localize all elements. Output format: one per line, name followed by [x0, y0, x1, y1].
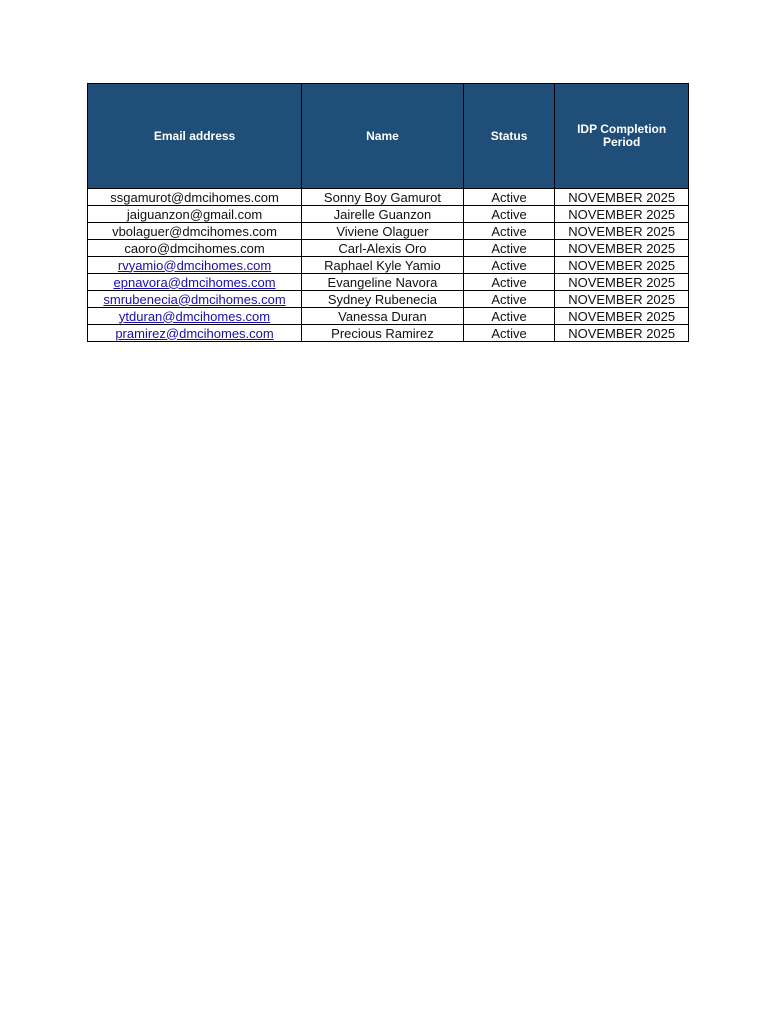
table-row [88, 325, 689, 342]
name-cell[interactable]: Sonny Boy Gamurot [302, 189, 464, 206]
name-cell[interactable]: Viviene Olaguer [302, 223, 464, 240]
header-email: Email address [88, 84, 302, 189]
table-row [88, 223, 689, 240]
email-cell [88, 308, 302, 325]
status-cell[interactable]: Active [463, 308, 554, 325]
header-status: Status [463, 84, 554, 189]
idp-completion-period-cell[interactable]: NOVEMBER 2025 [555, 308, 689, 325]
table-row [88, 308, 689, 325]
email-cell[interactable]: jaiguanzon@gmail.com [88, 206, 302, 223]
name-cell[interactable]: Precious Ramirez [302, 325, 464, 342]
idp-completion-period-cell[interactable]: NOVEMBER 2025 [555, 206, 689, 223]
status-cell[interactable]: Active [463, 274, 554, 291]
header-name: Name [302, 84, 464, 189]
table-header [88, 84, 689, 189]
status-cell[interactable]: Active [463, 240, 554, 257]
idp-completion-period-cell[interactable]: NOVEMBER 2025 [555, 274, 689, 291]
email-cell[interactable]: vbolaguer@dmcihomes.com [88, 223, 302, 240]
name-cell[interactable]: Raphael Kyle Yamio [302, 257, 464, 274]
table-row [88, 291, 689, 308]
idp-completion-period-cell[interactable]: NOVEMBER 2025 [555, 325, 689, 342]
table-row [88, 274, 689, 291]
email-link[interactable]: rvyamio@dmcihomes.com [117, 257, 272, 273]
table-row [88, 206, 689, 223]
name-cell[interactable]: Carl-Alexis Oro [302, 240, 464, 257]
email-cell [88, 291, 302, 308]
email-cell [88, 325, 302, 342]
email-cell[interactable]: caoro@dmcihomes.com [88, 240, 302, 257]
status-cell[interactable]: Active [463, 223, 554, 240]
email-cell [88, 274, 302, 291]
email-link[interactable]: smrubenecia@dmcihomes.com [103, 291, 286, 307]
name-cell[interactable]: Sydney Rubenecia [302, 291, 464, 308]
participants-table [87, 83, 689, 342]
table-row [88, 240, 689, 257]
email-link[interactable]: epnavora@dmcihomes.com [113, 274, 276, 290]
header-row [88, 84, 689, 189]
table-row [88, 257, 689, 274]
idp-completion-period-cell[interactable]: NOVEMBER 2025 [555, 189, 689, 206]
idp-completion-period-cell[interactable]: NOVEMBER 2025 [555, 223, 689, 240]
status-cell[interactable]: Active [463, 206, 554, 223]
email-link[interactable]: pramirez@dmcihomes.com [115, 325, 274, 341]
email-cell[interactable]: ssgamurot@dmcihomes.com [88, 189, 302, 206]
status-cell[interactable]: Active [463, 189, 554, 206]
name-cell[interactable]: Jairelle Guanzon [302, 206, 464, 223]
idp-completion-period-cell[interactable]: NOVEMBER 2025 [555, 257, 689, 274]
table-body [88, 189, 689, 342]
table-row [88, 189, 689, 206]
status-cell[interactable]: Active [463, 291, 554, 308]
name-cell[interactable]: Evangeline Navora [302, 274, 464, 291]
email-link[interactable]: ytduran@dmcihomes.com [118, 308, 271, 324]
status-cell[interactable]: Active [463, 325, 554, 342]
idp-completion-period-cell[interactable]: NOVEMBER 2025 [555, 291, 689, 308]
email-cell [88, 257, 302, 274]
name-cell[interactable]: Vanessa Duran [302, 308, 464, 325]
status-cell[interactable]: Active [463, 257, 554, 274]
idp-completion-period-cell[interactable]: NOVEMBER 2025 [555, 240, 689, 257]
header-idp-completion-period: IDP Completion Period [555, 84, 689, 189]
